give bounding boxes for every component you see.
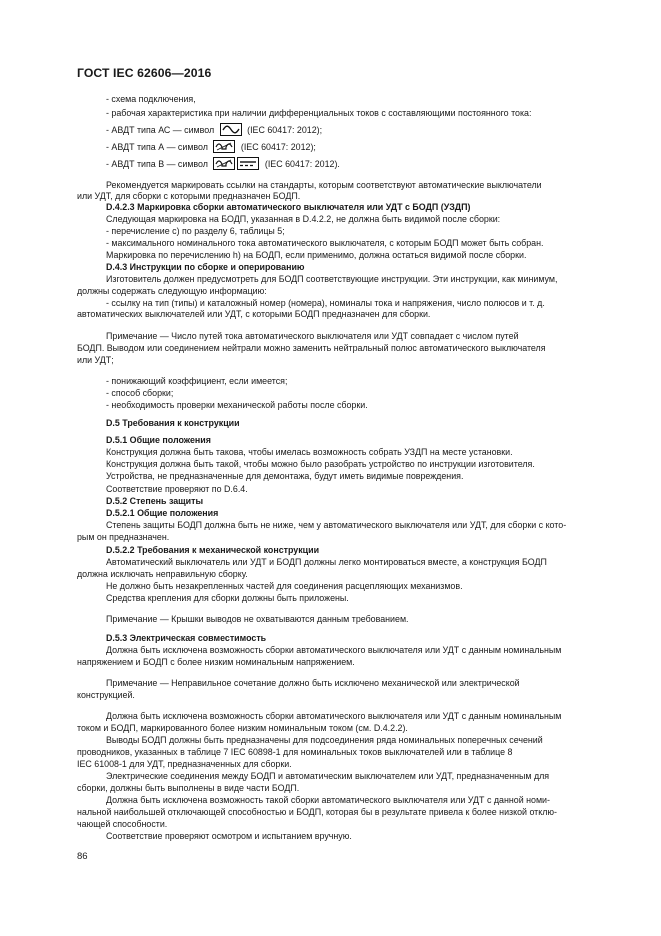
page-number: 86 [77,851,88,862]
section-heading: D.5.2.2 Требования к механической конструкции [106,545,320,555]
symbol-item-ref: (IEC 60417: 2012); [240,141,316,152]
list-item: - максимального номинального тока автоматического выключателя, с которым БОДП может быть собран. [106,238,544,248]
paragraph-line: Маркировка по перечислению h) на БОДП, если применимо, должна остаться видимой после сборки. [106,250,527,260]
symbol-item-ref: (IEC 60417: 2012); [247,124,323,135]
section-heading: D.5.2 Степень защиты [106,496,204,506]
symbol-item-label: - АВДТ типа АС — символ [106,124,215,135]
b-symbol-icon [213,157,259,170]
paragraph-line: или УДТ, для сборки с которыми предназначен БОДП. [77,191,301,201]
paragraph-line: Должна быть исключена возможность сборки автоматического выключателя или УДТ с данным номинальным [106,711,562,721]
paragraph-line: напряжением и БОДП с более низким номинальным напряжением. [77,657,355,667]
paragraph-line: Выводы БОДП должны быть предназначены для подсоединения ряда номинальных поперечных сечений [106,735,543,745]
paragraph-line: током и БОДП, маркированного более низким номинальным током (см. D.4.2.2). [77,723,408,733]
note-line: Примечание — Число путей тока автоматического выключателя или УДТ совпадает с числом путей [106,331,519,341]
symbol-item-b [106,158,340,171]
paragraph-line: Должна быть исключена возможность сборки автоматического выключателя или УДТ с данным номинальным [106,645,562,655]
note-line: Примечание — Неправильное сочетание должно быть исключено механической или электрической [106,678,520,688]
paragraph-line: Изготовитель должен предусмотреть для БОДП соответствующие инструкции. Эти инструкции, как минимум, [106,274,558,284]
list-item: - рабочая характеристика при наличии дифференциальных токов с составляющими постоянного тока: [106,108,532,118]
paragraph-line: автоматических выключателей или УДТ, с которыми БОДП предназначен для сборки. [77,309,431,319]
paragraph-line: Должна быть исключена возможность такой сборки автоматического выключателя или УДТ с данной номи- [106,795,550,805]
paragraph-line: чающей способности. [77,819,168,829]
note-line: или УДТ; [77,355,114,365]
section-heading: D.4.3 Инструкции по сборке и оперированию [106,262,305,272]
list-item: - необходимость проверки механической работы после сборки. [106,400,368,410]
a-pulsating-symbol-icon [213,140,235,153]
paragraph-line: Соответствие проверяют осмотром и испытанием вручную. [106,831,352,841]
paragraph-line: IEC 61008-1 для УДТ, предназначенных для сборки. [77,759,292,769]
symbol-item-ac [106,124,322,137]
note-line: БОДП. Выводом или соединением нейтрали можно заменить нейтральный полюс автоматического выключателя [77,343,546,353]
list-item: - схема подключения, [106,94,196,104]
list-item: - перечисление с) по разделу 6, таблицы 5; [106,226,285,236]
paragraph-line: Конструкция должна быть такой, чтобы можно было разобрать устройство по инструкции изготовителя. [106,459,535,469]
symbol-item-ref: (IEC 60417: 2012). [264,158,340,169]
section-heading: D.5.1 Общие положения [106,435,211,445]
paragraph-line: Средства крепления для сборки должны быть приложены. [106,593,349,603]
paragraph-line: Степень защиты БОДП должна быть не ниже, чем у автоматического выключателя или УДТ, для сборки с кото- [106,520,567,530]
section-heading: D.5.3 Электрическая совместимость [106,633,267,643]
note-line: Примечание — Крышки выводов не охватываются данным требованием. [106,614,409,624]
paragraph-line: должны содержать следующую информацию: [77,286,267,296]
symbol-item-a [106,141,316,154]
paragraph-line: Устройства, не предназначенные для демонтажа, будут иметь видимые повреждения. [106,471,464,481]
paragraph-line: Конструкция должна быть такова, чтобы имелась возможность собрать УЗДП на месте установки. [106,447,513,457]
list-item: - понижающий коэффициент, если имеется; [106,376,288,386]
ac-symbol-icon [220,123,242,136]
paragraph-line: рым он предназначен. [77,532,170,542]
paragraph-line: Следующая маркировка на БОДП, указанная в D.4.2.2, не должна быть видимой после сборки: [106,214,501,224]
paragraph-line: проводников, указанных в таблице 7 IEC 60898-1 для номинальных токов выключателей или в таблице 8 [77,747,513,757]
section-heading: D.5 Требования к конструкции [106,418,240,428]
document-header: ГОСТ IEC 62606—2016 [77,66,212,80]
paragraph-line: должна исключать неправильную сборку. [77,569,248,579]
paragraph-line: Соответствие проверяют по D.6.4. [106,484,248,494]
paragraph-line: сборки, должны быть выполнены в виде части БОДП. [77,783,300,793]
symbol-item-label: - АВДТ типа А — символ [106,141,208,152]
note-line: конструкцией. [77,690,135,700]
list-item: - ссылку на тип (типы) и каталожный номер (номера), номиналы тока и напряжения, число полюсов и т. д. [106,298,545,308]
paragraph-line: нальной наибольшей отключающей способностью и БОДП, которая бы в результате привела к более низкой отклю- [77,807,558,817]
symbol-item-label: - АВДТ типа В — символ [106,158,208,169]
section-heading: D.4.2.3 Маркировка сборки автоматического выключателя или УДТ с БОДП (УЗДП) [106,202,471,212]
list-item: - способ сборки; [106,388,174,398]
paragraph-line: Автоматический выключатель или УДТ и БОДП должны легко монтироваться вместе, а конструкция БОДП [106,557,547,567]
section-heading: D.5.2.1 Общие положения [106,508,219,518]
paragraph-line: Рекомендуется маркировать ссылки на стандарты, которым соответствуют автоматические выключатели [106,180,542,190]
paragraph-line: Электрические соединения между БОДП и автоматическим выключателем или УДТ, предназначенным для [106,771,550,781]
paragraph-line: Не должно быть незакрепленных частей для соединения расцепляющих механизмов. [106,581,463,591]
